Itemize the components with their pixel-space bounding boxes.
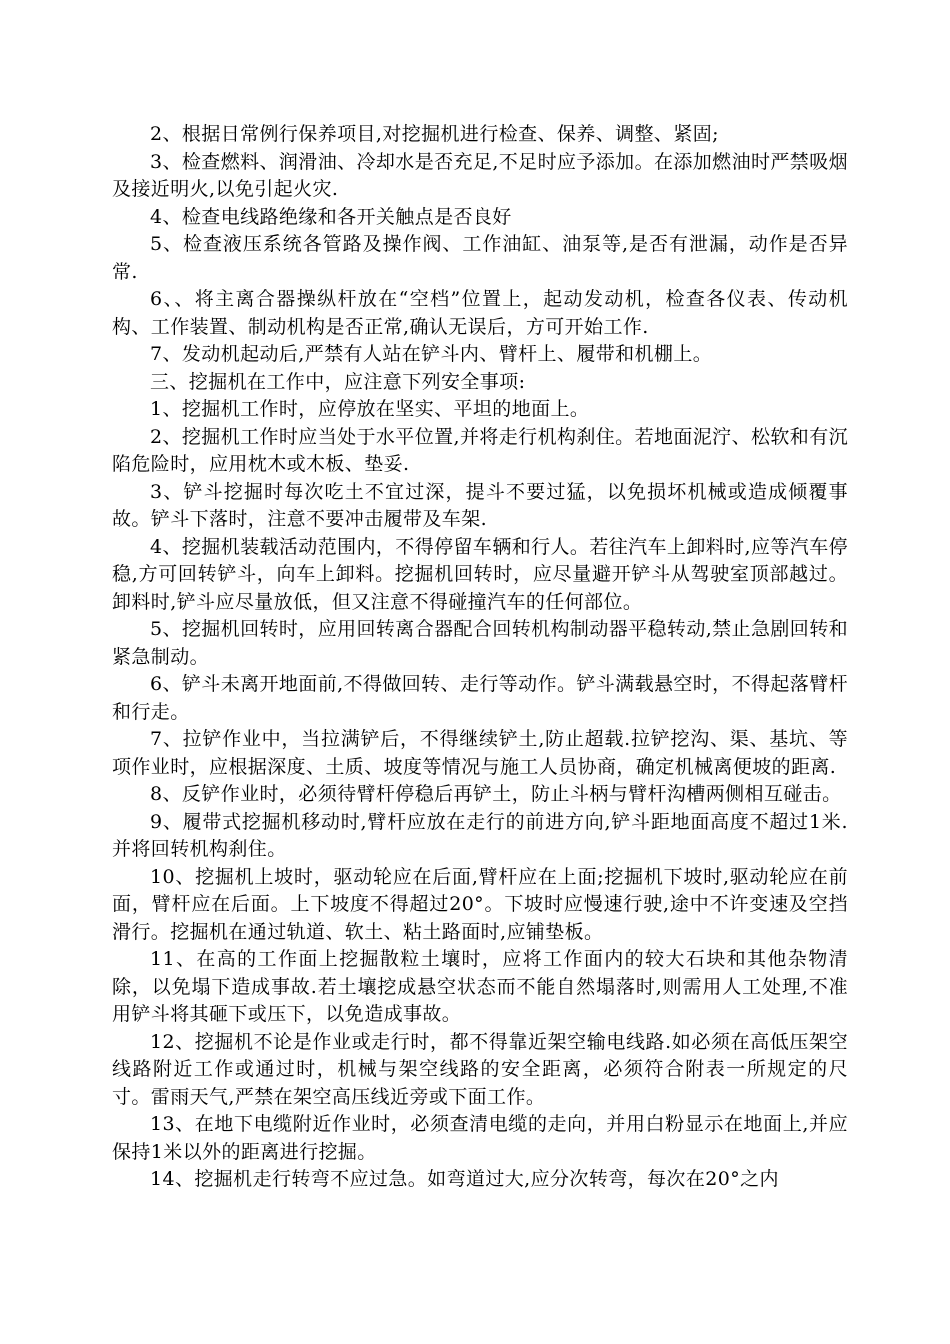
paragraph-bucket-lifted: 6、铲斗未离开地面前,不得做回转、走行等动作。铲斗满载悬空时，不得起落臂杆和行走。 — [112, 673, 848, 723]
paragraph-swing-operation: 5、挖掘机回转时，应用回转离合器配合回转机构制动器平稳转动,禁止急剧回转和紧急制动。 — [112, 618, 848, 668]
paragraph-backhoe-work: 8、反铲作业时，必须待臂杆停稳后再铲土，防止斗柄与臂杆沟槽两侧相互碰击。 — [150, 783, 842, 805]
paragraph-engine-start: 6、、将主离合器操纵杆放在“空档”位置上，起动发动机，检查各仪表、传动机构、工作装置、制动机构是否正常,确认无误后，方可开始工作. — [112, 288, 848, 338]
paragraph-crawler-travel: 9、履带式挖掘机移动时,臂杆应放在走行的前进方向,铲斗距地面高度不超过1米.并将回转机构刹住。 — [112, 810, 848, 860]
paragraph-hydraulic-check: 5、检查液压系统各管路及操作阀、工作油缸、油泵等,是否有泄漏，动作是否异常. — [112, 233, 848, 283]
paragraph-high-face-digging: 11、在高的工作面上挖掘散粒土壤时，应将工作面内的较大石块和其他杂物清除，以免塌下造成事故.若土壤挖成悬空状态而不能自然塌落时,则需用人工处理,不准用铲斗将其砸下或压下，以免造成事故。 — [112, 948, 848, 1025]
paragraph-maintenance-check: 2、根据日常例行保养项目,对挖掘机进行检查、保养、调整、紧固; — [150, 123, 719, 145]
paragraph-level-position: 2、挖掘机工作时应当处于水平位置,并将走行机构刹住。若地面泥泞、松软和有沉陷危险时，应用枕木或木板、垫妥. — [112, 425, 848, 475]
paragraph-fuel-check: 3、检查燃料、润滑油、冷却水是否充足,不足时应予添加。在添加燃油时严禁吸烟及接近明火,以免引起火灾. — [112, 150, 848, 200]
paragraph-dragline-work: 7、拉铲作业中，当拉满铲后，不得继续铲土,防止超载.拉铲挖沟、渠、基坑、等项作业时，应根据深度、土质、坡度等情况与施工人员协商，确定机械离便坡的距离. — [112, 728, 848, 778]
paragraph-firm-ground: 1、挖掘机工作时，应停放在坚实、平坦的地面上。 — [150, 398, 590, 420]
paragraph-bucket-digging: 3、铲斗挖掘时每次吃土不宜过深，提斗不要过猛，以免损坏机械或造成倾覆事故。铲斗下落时，注意不要冲击履带及车架. — [112, 480, 848, 530]
paragraph-turning: 14、挖掘机走行转弯不应过急。如弯道过大,应分次转弯，每次在20°之内 — [150, 1168, 779, 1190]
paragraph-no-riders: 7、发动机起动后,严禁有人站在铲斗内、臂杆上、履带和机棚上。 — [150, 343, 713, 365]
paragraph-wiring-check: 4、检查电线路绝缘和各开关触点是否良好 — [150, 205, 512, 228]
paragraph-slope-travel: 10、挖掘机上坡时，驱动轮应在后面,臂杆应在上面;挖掘机下坡时,驱动轮应在前面，臂杆应在后面。上下坡度不得超过20°。下坡时应慢速行驶,途中不许变速及空挡滑行。挖掘机在通过轨道、软土、粘土路面时,应铺垫板。 — [112, 865, 848, 943]
document-body — [112, 121, 848, 1194]
paragraph-underground-cables: 13、在地下电缆附近作业时，必须查清电缆的走向，并用白粉显示在地面上,并应保持1米以外的距离进行挖掘。 — [112, 1113, 848, 1163]
paragraph-loading-area: 4、挖掘机装载活动范围内，不得停留车辆和行人。若往汽车上卸料时,应等汽车停稳,方可回转铲斗，向车上卸料。挖掘机回转时，应尽量避开铲斗从驾驶室顶部越过。卸料时,铲斗应尽量放低，但又注意不得碰撞汽车的任何部位。 — [112, 535, 848, 613]
paragraph-power-lines: 12、挖掘机不论是作业或走行时，都不得靠近架空输电线路.如必须在高低压架空线路附近工作或通过时，机械与架空线路的安全距离，必须符合附表一所规定的尺寸。雷雨天气,严禁在架空高压线近旁或下面工作。 — [112, 1030, 848, 1108]
section-heading-operation-safety: 三、挖掘机在工作中，应注意下列安全事项: — [150, 370, 526, 393]
